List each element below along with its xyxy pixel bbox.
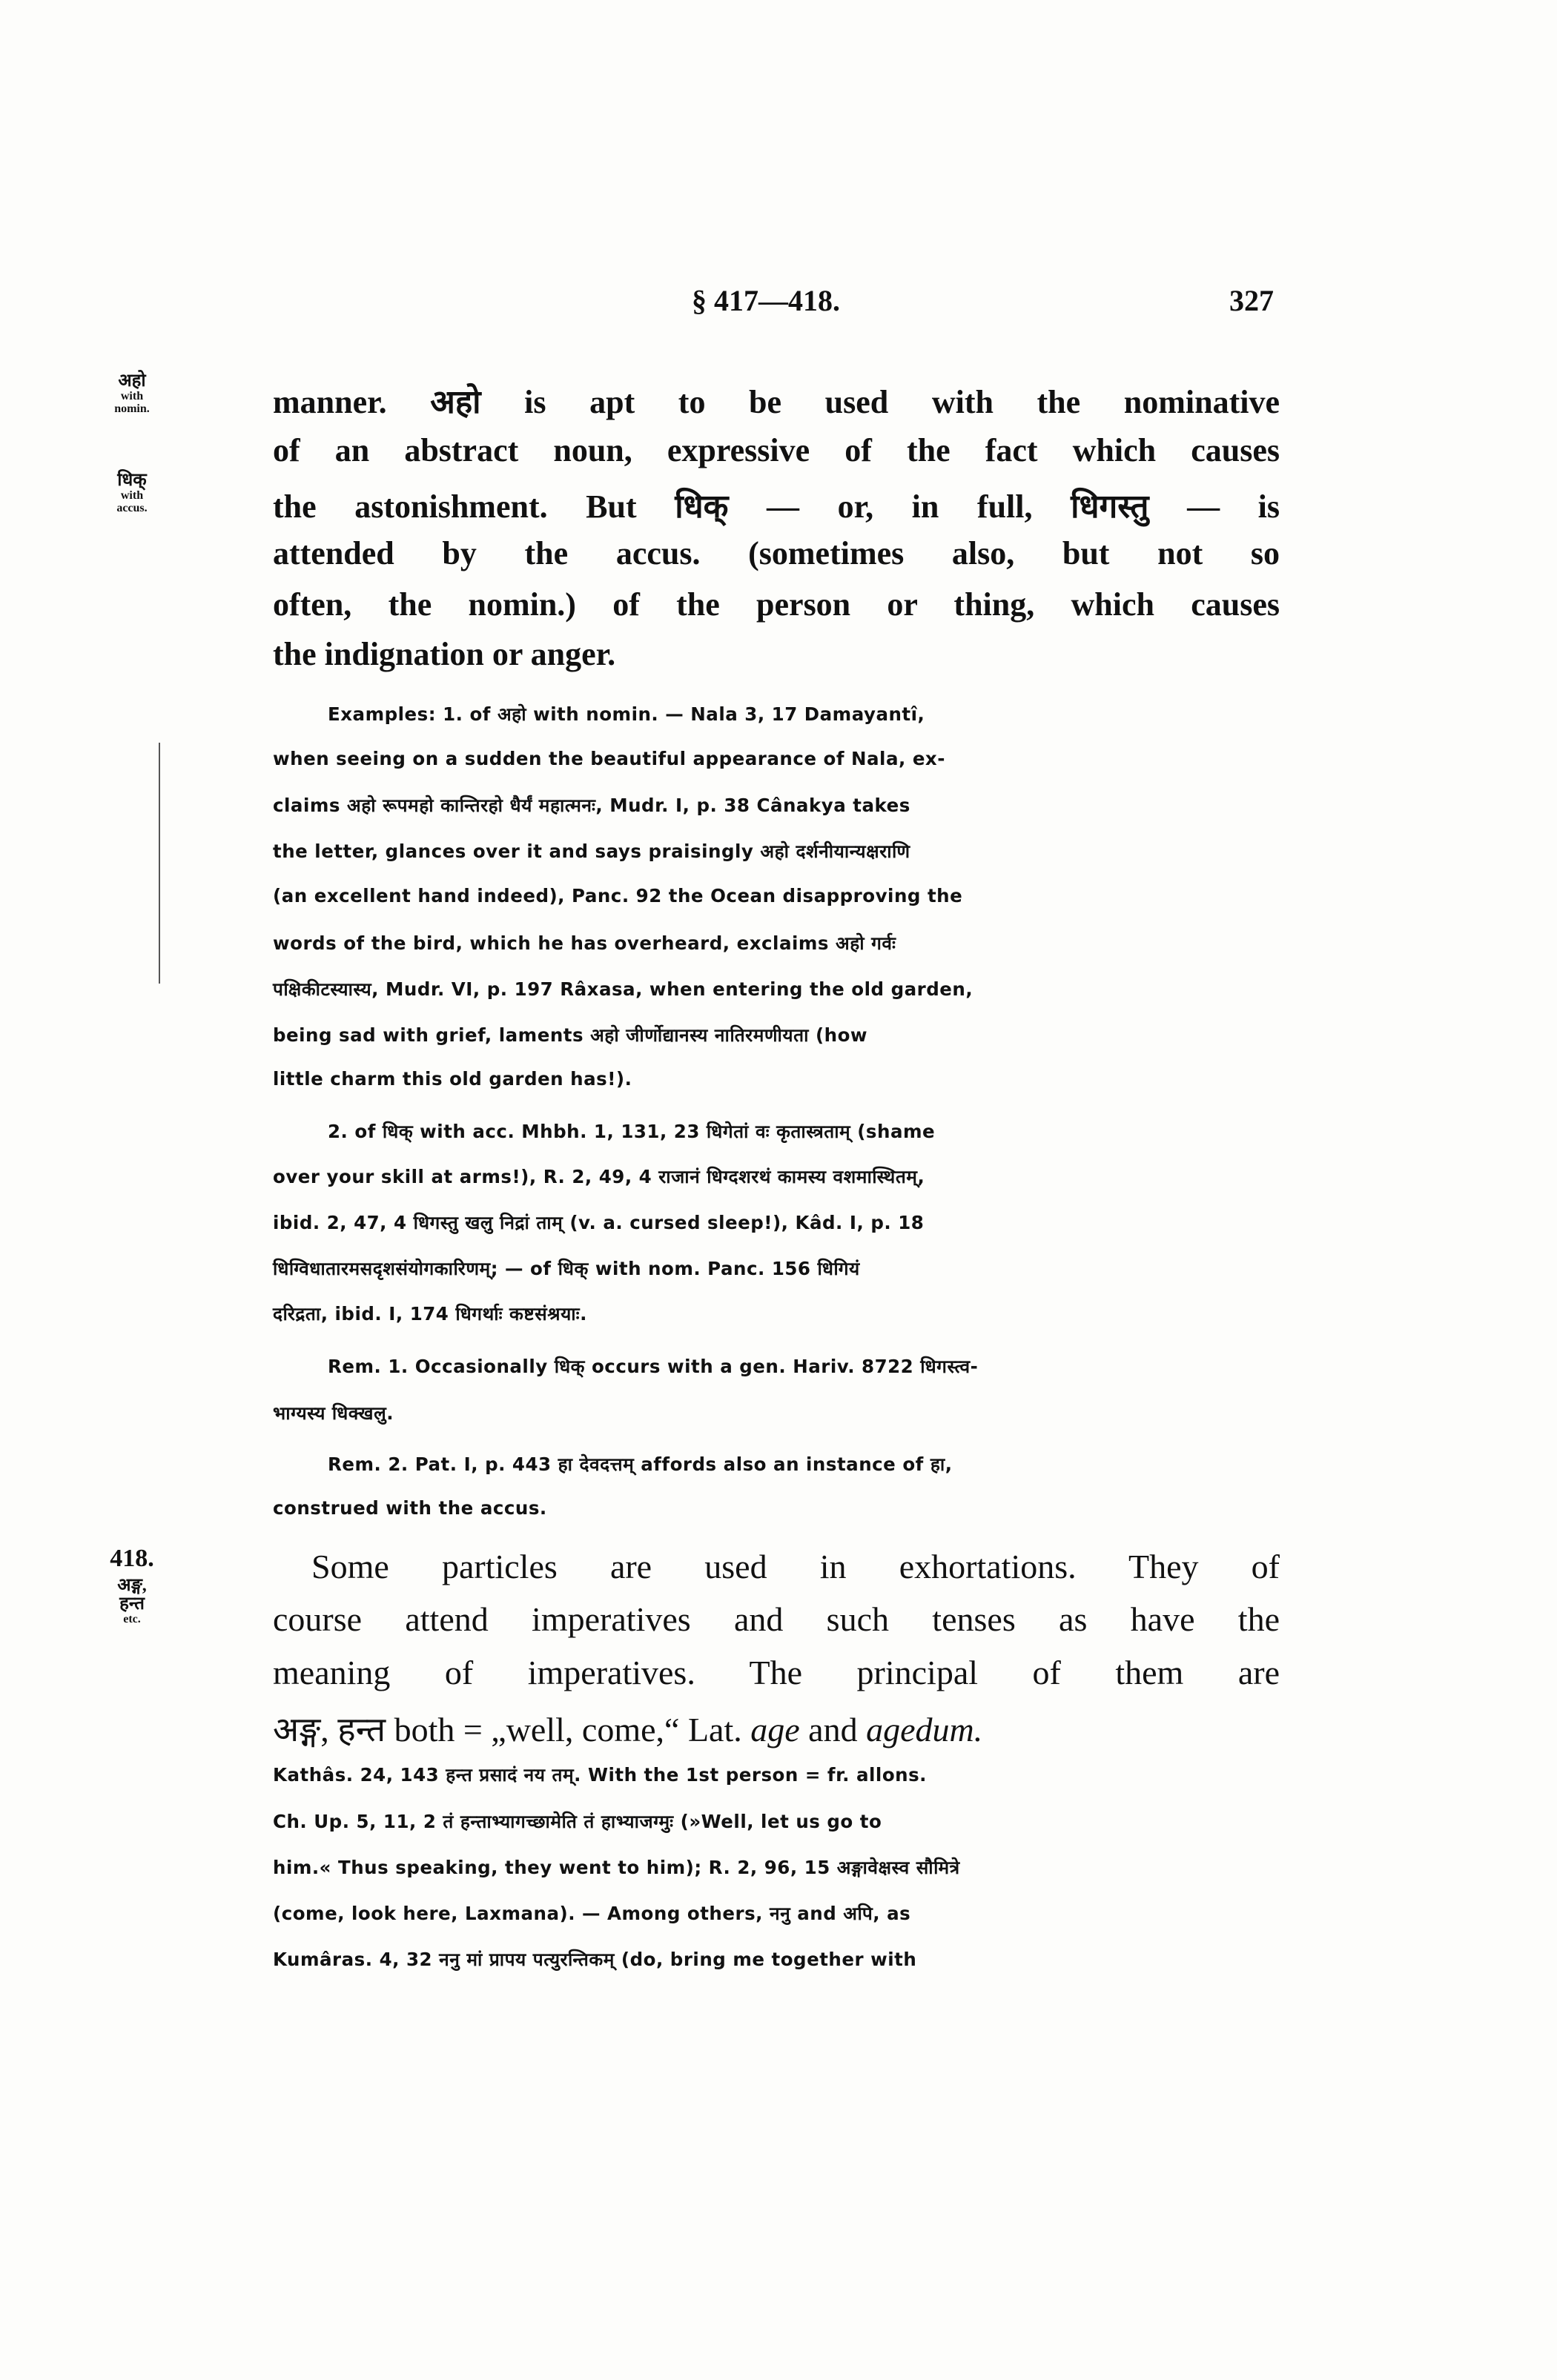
example-line: Kathâs. 24, 143 हन्त प्रसादं नय तम्. With the 1st person = fr. allons. [273, 1764, 927, 1786]
margin-devanagari: धिक् [117, 471, 147, 490]
margin-note-aho [102, 372, 162, 416]
text-span: and [799, 1711, 867, 1748]
example-line: Kumâras. 4, 32 ननु मां प्रापय पत्युरन्तिकम् (do, bring me together with [273, 1949, 917, 1970]
margin-note-dhik [102, 471, 162, 515]
page-number: 327 [1229, 284, 1274, 317]
text-line: meaning of imperatives. The principal of them are [273, 1654, 1280, 1691]
margin-label: with [120, 489, 144, 503]
margin-label: with [120, 390, 144, 403]
text-span: अङ्ग, हन्त both = „well, come,“ Lat. [273, 1711, 751, 1748]
margin-devanagari: हन्त [119, 1594, 145, 1614]
example-line: the letter, glances over it and says praisingly अहो दर्शनीयान्यक्षराणि [273, 841, 910, 862]
remark-line: Rem. 1. Occasionally धिक् occurs with a gen. Hariv. 8722 धिगस्त्व- [328, 1356, 979, 1377]
remark-line: construed with the accus. [273, 1497, 547, 1519]
example-line: Examples: 1. of अहो with nomin. — Nala 3, 17 Damayantî, [328, 703, 925, 725]
margin-label: accus. [116, 501, 148, 514]
section-header: § 417—418. [692, 284, 840, 317]
example-line: (an excellent hand indeed), Panc. 92 the Ocean disapproving the [273, 885, 963, 906]
text-line: the astonishment. But धिक् — or, in full, धिगस्तु — is [273, 488, 1280, 525]
text-line: Some particles are used in exhortations. They of [311, 1548, 1280, 1585]
section-number: 418. [110, 1545, 154, 1572]
example-line: little charm this old garden has!). [273, 1068, 632, 1090]
remark-line: Rem. 2. Pat. I, p. 443 हा देवदत्तम् affords also an instance of हा, [328, 1453, 953, 1475]
text-line [273, 1706, 1280, 1751]
margin-label: etc. [123, 1613, 141, 1626]
margin-note-418 [95, 1545, 169, 1626]
text-line: the indignation or anger. [273, 636, 616, 672]
margin-devanagari: अङ्ग, [117, 1575, 147, 1595]
example-line: when seeing on a sudden the beautiful appearance of Nala, ex- [273, 748, 945, 769]
margin-label: nomin. [114, 402, 150, 415]
example-line: पक्षिकीटस्यास्य, Mudr. VI, p. 197 Râxasa, when entering the old garden, [273, 978, 973, 1000]
example-line: धिग्विधातारमसदृशसंयोगकारिणम्; — of धिक् with nom. Panc. 156 धिगियं [273, 1258, 860, 1279]
text-line: of an abstract noun, expressive of the fact which causes [273, 432, 1280, 468]
example-line: Ch. Up. 5, 11, 2 तं हन्ताभ्यागच्छामेति तं हाभ्याजग्मुः (»Well, let us go to [273, 1811, 882, 1832]
text-line: often, the nomin.) of the person or thing, which causes [273, 586, 1280, 623]
italic-word: agedum. [866, 1711, 983, 1748]
italic-word: age [750, 1711, 800, 1748]
margin-rule [159, 743, 160, 984]
remark-line: भाग्यस्य धिक्खलु. [273, 1402, 394, 1424]
example-line: claims अहो रूपमहो कान्तिरहो धैर्यं महात्मनः, Mudr. I, p. 38 Cânakya takes [273, 795, 910, 816]
example-line: him.« Thus speaking, they went to him); R. 2, 96, 15 अङ्गावेक्षस्व सौमित्रे [273, 1857, 960, 1878]
example-line: words of the bird, which he has overheard, exclaims अहो गर्वः [273, 932, 896, 954]
example-line: being sad with grief, laments अहो जीर्णोद्यानस्य नातिरमणीयता (how [273, 1024, 868, 1046]
text-line: manner. अहो is apt to be used with the nominative [273, 384, 1280, 420]
example-line: दरिद्रता, ibid. I, 174 धिगर्थाः कष्टसंश्रयाः. [273, 1303, 587, 1325]
example-line: 2. of धिक् with acc. Mhbh. 1, 131, 23 धिगेतां वः कृतास्त्रताम् (shame [328, 1121, 936, 1142]
text-line: attended by the accus. (sometimes also, but not so [273, 535, 1280, 571]
example-line: over your skill at arms!), R. 2, 49, 4 राजानं धिग्दशरथं कामस्य वशमास्थितम्, [273, 1166, 925, 1187]
example-line: ibid. 2, 47, 4 धिगस्तु खलु निद्रां ताम् (v. a. cursed sleep!), Kâd. I, p. 18 [273, 1212, 925, 1233]
margin-devanagari: अहो [118, 371, 146, 391]
text-line: course attend imperatives and such tenses as have the [273, 1600, 1280, 1638]
example-line: (come, look here, Laxmana). — Among others, ननु and अपि, as [273, 1903, 911, 1924]
